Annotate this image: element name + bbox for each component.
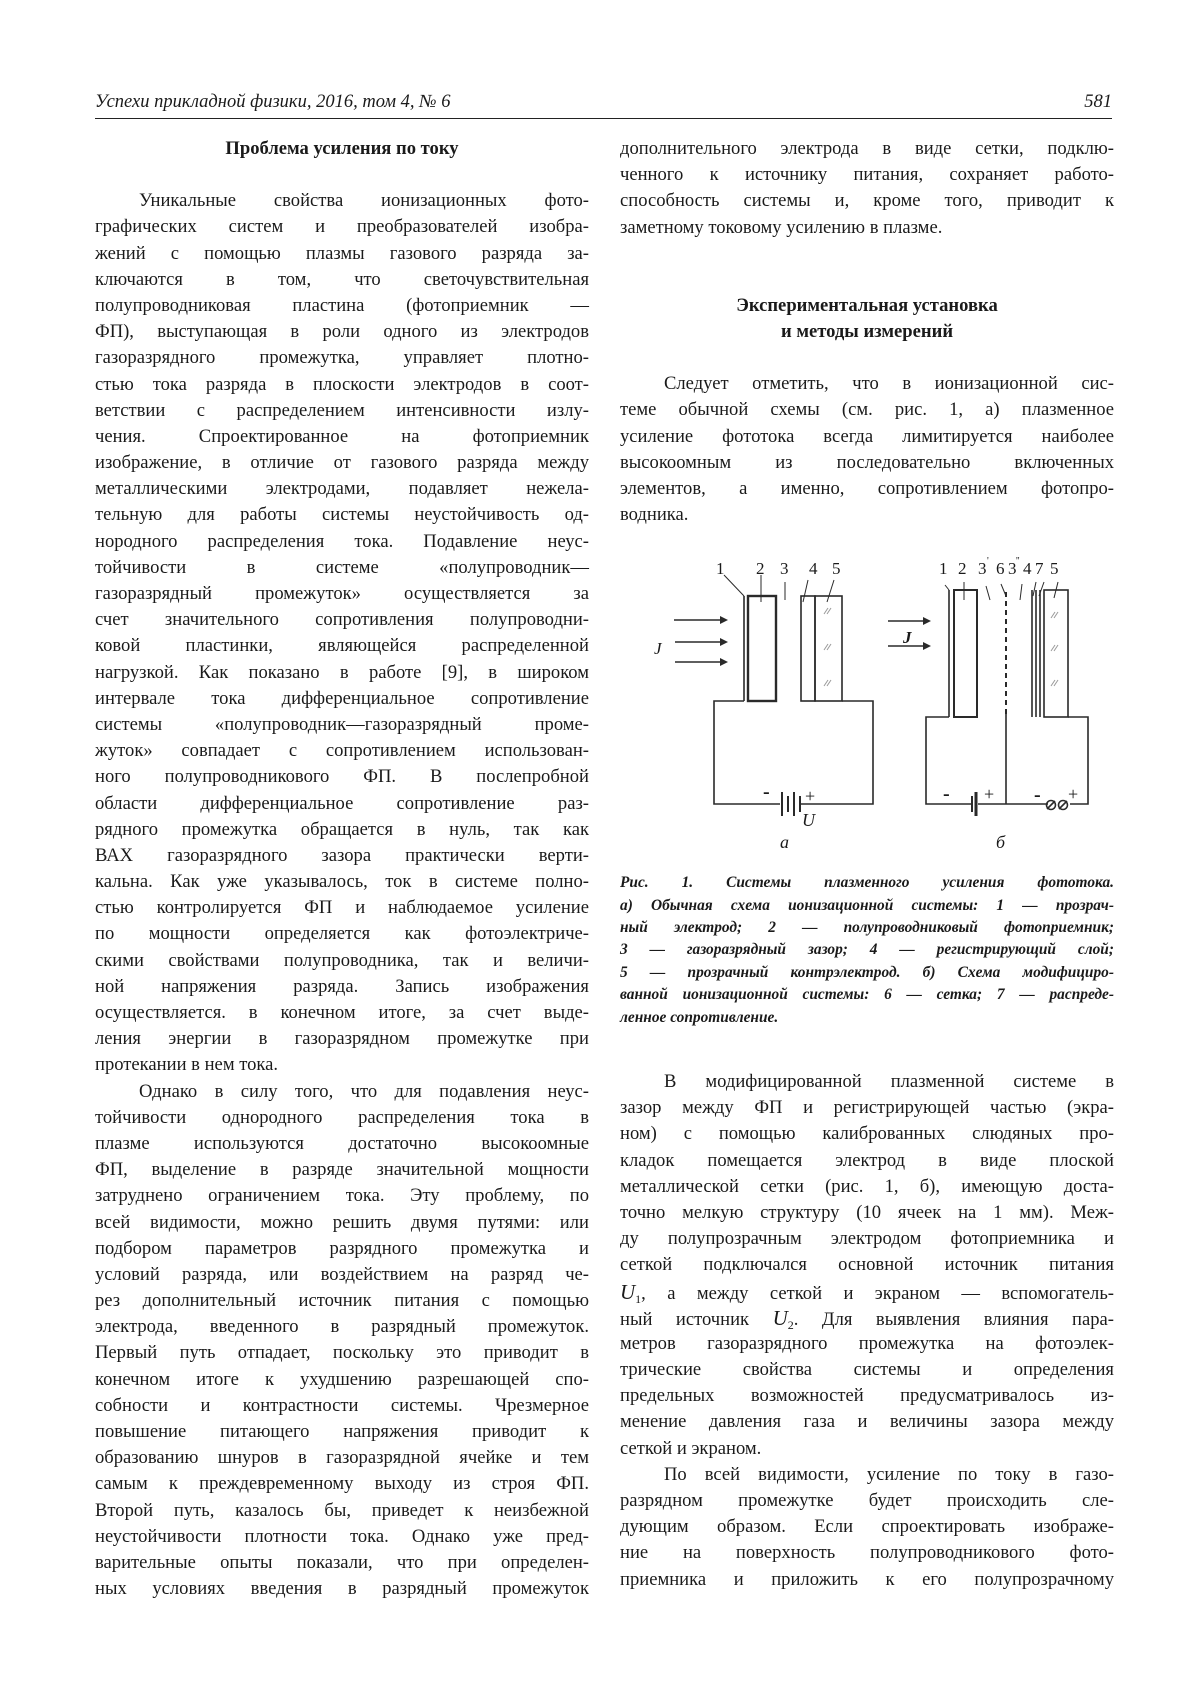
text-line: ной напряжения разряда. Запись изображения (95, 975, 589, 997)
paragraph-however (95, 1079, 589, 1603)
wire-left-a (714, 701, 780, 804)
text-line: стью тока разряда в плоскости электродов в соот- (95, 373, 589, 395)
text-line: ный электрод; 2 — полупроводниковый фотоприемник; (620, 919, 1114, 937)
panel-b-labels (902, 556, 1078, 852)
section-title-line-2: и методы измерений (780, 320, 954, 342)
text-line: конечном итоге к ухудшению разрешающей спо- (95, 1368, 589, 1390)
label-1-a: 1 (716, 559, 725, 579)
text-line: условий разряда, или воздействием на разряд че- (95, 1263, 589, 1285)
label-5-b: 5 (1050, 559, 1059, 579)
text-line: тельную для работы системы неустойчивость од- (95, 504, 589, 526)
panel-label-b: б (996, 832, 1006, 853)
text-line: дующим образом. Если спроектировать изображе- (620, 1516, 1114, 1538)
label-4-b: 4 (1023, 559, 1032, 579)
text-line: ветствии с распределением интенсивности излу- (95, 399, 589, 421)
plus-sign-a: + (805, 786, 816, 807)
text-line: зазор между ФП и регистрирующей частью (экра- (620, 1097, 1114, 1119)
text-line: сеткой подключался основной источник питания (620, 1254, 1114, 1276)
paragraph-unique-properties (95, 188, 589, 1078)
glass-hatch-b (1051, 612, 1058, 686)
text-line: ключаются в том, что светочувствительная (95, 268, 589, 290)
text-line: области дифференциальное сопротивление раз- (95, 792, 589, 814)
paragraph-note (620, 371, 1114, 528)
panel-label-a: а (780, 832, 789, 853)
text-line: элементов, а именно, сопротивлением фотопро- (620, 477, 1114, 499)
text-line: дополнительного электрода в виде сетки, подклю- (620, 138, 1114, 159)
text-line: рез дополнительный источник питания с помощью (95, 1290, 589, 1312)
label-6-b: 6 (996, 559, 1005, 579)
header-rule (95, 118, 1112, 119)
text-line: разрядном промежутке будет происходить сле- (620, 1490, 1114, 1512)
running-head (95, 92, 1112, 118)
text-line: высокоомным из последовательно включенных (620, 451, 1114, 473)
text-line: полупроводниковая пластина (фотоприемник — (95, 294, 589, 316)
u2-line-prefix: ный источник (620, 1308, 773, 1330)
text-line: ВАХ газоразрядного зазора практически верти- (95, 844, 589, 866)
text-line: электрода, введенного в разрядный промежуток. (95, 1316, 589, 1338)
text-line: водника. (620, 504, 689, 526)
figure-1 (620, 556, 1114, 866)
subscript-2: 2 (787, 1317, 794, 1332)
text-line: 5 — прозрачный контрэлектрод. б) Схема модифициро- (620, 963, 1114, 981)
text-line: способность системы и, кроме того, приводит к (620, 190, 1114, 212)
panel-a-schematic (674, 575, 873, 816)
glass-hatch-a (824, 608, 831, 686)
text-line: ченного к источнику питания, сохраняет работо- (620, 164, 1114, 186)
page-number: 581 (1084, 92, 1112, 112)
text-line: кладок помещается электрод в виде плоской (620, 1149, 1114, 1171)
text-line: подбором параметров разрядного промежутка и (95, 1237, 589, 1259)
text-line: по мощности определяется как фотоэлектриче- (95, 923, 589, 945)
photoreceiver-a (748, 596, 776, 701)
text-line: ном) с помощью калиброванных слюдяных про- (620, 1123, 1114, 1145)
text-line: жуток» совпадает с сопротивлением использован- (95, 740, 589, 762)
text-line: Первый путь отпадает, поскольку это приводит в (95, 1342, 589, 1364)
text-line: повышение питающего напряжения приводит к (95, 1421, 589, 1443)
text-line: протекании в нем тока. (95, 1054, 279, 1076)
u2-line-suffix: . Для выявления влияния пара- (793, 1308, 1114, 1330)
label-3-a: 3 (780, 559, 789, 579)
light-arrows-a (674, 616, 728, 666)
text-line: всей видимости, можно решить двумя путями: или (95, 1211, 589, 1233)
text-line: трические свойства системы и определения (620, 1359, 1114, 1381)
photoreceiver-b (954, 590, 977, 717)
text-line: варительные опыты показали, что при определен- (95, 1551, 589, 1573)
journal-citation: Успехи прикладной физики, 2016, том 4, № 6 (95, 92, 451, 112)
plus-sign-b: + (984, 784, 995, 805)
leader-1-a (724, 575, 744, 596)
double-prime-mark-b: '' (1016, 556, 1020, 568)
text-line: а) Обычная схема ионизационной системы: 1 — прозрач- (620, 896, 1114, 914)
text-line: самым к преждевременному выходу из строя ФП. (95, 1473, 589, 1495)
left-column (95, 136, 589, 1602)
text-line: ных условиях введения в разрядный промежуток (95, 1578, 589, 1600)
u1-line-text: , а между сеткой и экраном — вспомогатель- (641, 1282, 1114, 1304)
text-line: Второй путь, казалось бы, приведет к неизбежной (95, 1499, 589, 1521)
text-line: рядного промежутка обращается в нуль, так как (95, 818, 589, 840)
right-column (620, 136, 1114, 1593)
text-line: графических систем и преобразователей изобра- (95, 216, 589, 238)
text-line: предельных возможностей предусматривалось из- (620, 1385, 1114, 1407)
light-label-a: J (654, 639, 662, 659)
label-2-b: 2 (958, 559, 967, 579)
paragraph-grid-electrode (620, 136, 1114, 241)
text-line: нагрузкой. Как показано в работе [9], в широком (95, 661, 589, 683)
text-line: сеткой и экраном. (620, 1437, 762, 1459)
section-title-experimental-setup (620, 293, 1114, 345)
text-line: неустойчивости плотности тока. Однако уже пред- (95, 1525, 589, 1547)
text-line: изображение, в отличие от газового разряда между (95, 452, 589, 474)
text-line: металлической сетки (рис. 1, б), имеющую доста- (620, 1175, 1114, 1197)
text-line: плазме используются достаточно высокоомные (95, 1132, 589, 1154)
text-line: точно мелкую структуру (10 ячеек на 1 мм). Меж- (620, 1201, 1114, 1223)
text-line: затруднено ограничением тока. Эту проблему, по (95, 1185, 589, 1207)
label-3doubleprime-b: 3 (1008, 559, 1017, 579)
label-3prime-b: 3 (978, 559, 987, 579)
text-line: тойчивости однородного распределения тока в (95, 1106, 589, 1128)
label-4-a: 4 (809, 559, 818, 579)
text-line: ду полупрозрачным электродом фотоприемника и (620, 1228, 1114, 1250)
text-line: скими свойствами полупроводника, так и величи- (95, 949, 589, 971)
text-line: ние на поверхность полупроводникового фото- (620, 1542, 1114, 1564)
text-line: жений с помощью плазмы газового разряда за- (95, 242, 589, 264)
voltage-label-a: U (802, 810, 815, 831)
text-line: счет значительного сопротивления полупроводни- (95, 609, 589, 631)
battery-icon-b (972, 792, 976, 816)
text-line: ванной ионизационной системы: 6 — сетка; 7 — распреде- (620, 986, 1114, 1004)
recording-layer-a (801, 596, 815, 701)
plus-sign-aux-b: + (1068, 784, 1079, 805)
text-line-u1 (620, 1279, 1114, 1305)
text-line: 3 — газоразрядный зазор; 4 — регистрирующий слой; (620, 941, 1114, 959)
text-line: заметному токовому усилению в плазме. (620, 216, 943, 238)
text-line: теме обычной схемы (см. рис. 1, а) плазменное (620, 399, 1114, 421)
symbol-u1: U (620, 1279, 636, 1304)
text-line: Однако в силу того, что для подавления неус- (139, 1080, 589, 1102)
auxiliary-source-icon-b (1047, 801, 1068, 810)
minus-sign-b: - (943, 783, 950, 806)
text-line: усиление фототока всегда лимитируется наиболее (620, 425, 1114, 447)
text-line: газоразрядный промежуток» осуществляется за (95, 583, 589, 605)
subscript-1: 1 (635, 1291, 642, 1306)
figure-1-diagram (620, 556, 1114, 866)
text-line-u2 (620, 1305, 1114, 1331)
label-1-b: 1 (939, 559, 948, 579)
prime-mark-b: ' (987, 556, 989, 568)
text-line: собности и контрастности системы. Чрезмерное (95, 1394, 589, 1416)
text-line: тойчивости в системе «полупроводник— (95, 556, 589, 578)
text-line: системы «полупроводник—газоразрядный проме- (95, 713, 589, 735)
paragraph-modified-system (620, 1069, 1114, 1462)
light-label-b: J (903, 628, 912, 648)
text-line: чения. Спроектированное на фотоприемник (95, 425, 589, 447)
text-line: ления энергии в газоразрядном промежутке при (95, 1028, 589, 1050)
text-line: металлическими электродами, подавляет нежела- (95, 478, 589, 500)
text-line: интервале тока дифференциальное сопротивление (95, 687, 589, 709)
text-line: По всей видимости, усиление по току в газо- (664, 1463, 1114, 1485)
text-line: Следует отметить, что в ионизационной сис- (664, 373, 1114, 395)
minus-sign-aux-b: - (1034, 784, 1041, 807)
label-5-a: 5 (832, 559, 841, 579)
text-line: метров газоразрядного промежутка на фотоэлек- (620, 1332, 1114, 1354)
section-title-line-1: Экспериментальная установка (736, 294, 998, 316)
figure-1-caption (620, 872, 1114, 1029)
text-line: В модифицированной плазменной системе в (664, 1071, 1114, 1093)
text-line: стью контролируется ФП и наблюдаемое усиление (95, 897, 589, 919)
text-line: ФП, выделение в разряде значительной мощности (95, 1159, 589, 1181)
minus-sign-a: - (763, 781, 770, 804)
text-line: нородного распределения тока. Подавление неус- (95, 530, 589, 552)
paragraph-apparently (620, 1462, 1114, 1593)
text-line: Уникальные свойства ионизационных фото- (139, 190, 589, 212)
text-line: ковой пластинки, являющейся распределенной (95, 635, 589, 657)
section-title-current-gain: Проблема усиления по току (225, 138, 459, 159)
text-line: ного полупроводникового ФП. В послепробной (95, 766, 589, 788)
text-line: образованию шнуров в газоразрядной ячейке и тем (95, 1447, 589, 1469)
text-line: ФП), выступающая в роли одного из электродов (95, 321, 589, 343)
text-line: менение давления газа и величины зазора между (620, 1411, 1114, 1433)
text-line: Рис. 1. Системы плазменного усиления фототока. (620, 874, 1114, 892)
label-7-b: 7 (1035, 559, 1044, 579)
text-line: ленное сопротивление. (620, 1008, 779, 1026)
symbol-u2: U (772, 1305, 788, 1330)
counter-electrode-b (1044, 590, 1068, 717)
panel-b-schematic (888, 582, 1088, 816)
label-2-a: 2 (756, 559, 765, 579)
text-line: приемника и приложить к его полупрозрачному (620, 1568, 1114, 1590)
text-line: газоразрядного промежутка, управляет плотно- (95, 347, 589, 369)
battery-icon-a (782, 792, 800, 816)
text-line: кальна. Как уже указывалось, ток в системе полно- (95, 871, 589, 893)
text-line: осуществляется. в конечном итоге, за счет выде- (95, 1002, 589, 1024)
